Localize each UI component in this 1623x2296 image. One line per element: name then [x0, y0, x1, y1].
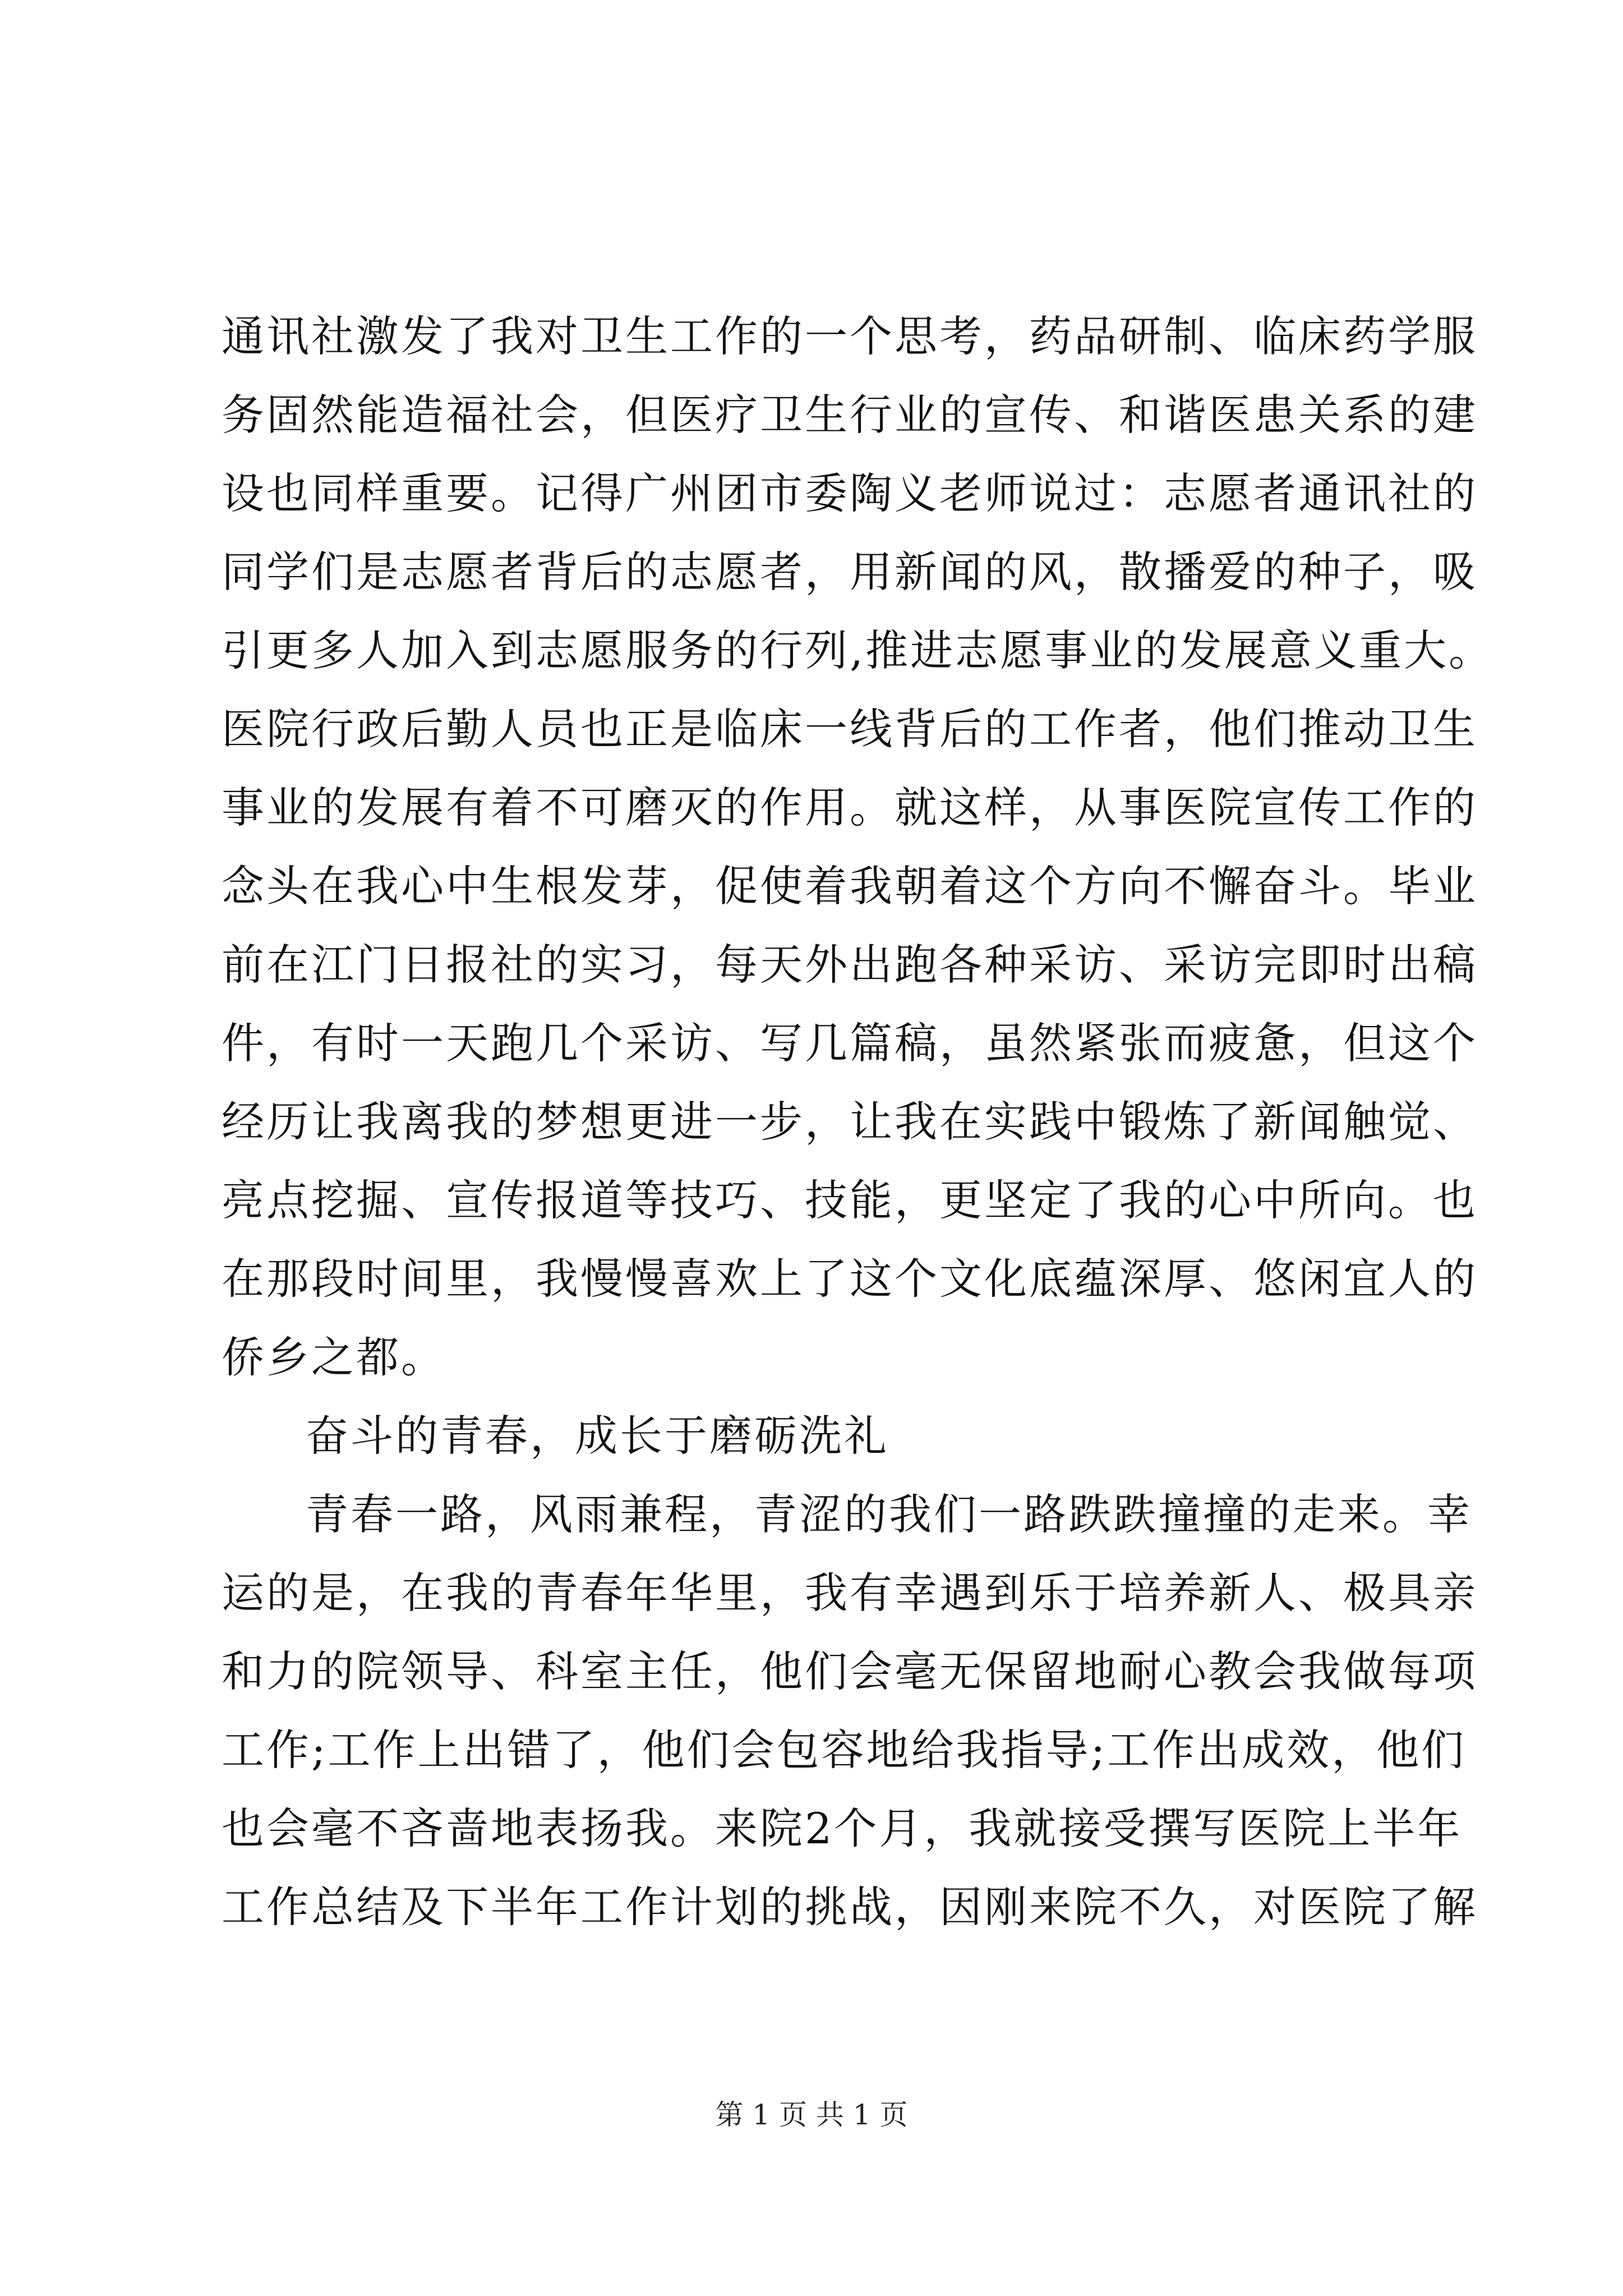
text-line: 务固然能造福社会，但医疗卫生行业的宣传、和谐医患关系的建 — [222, 390, 1478, 440]
text-line: 在那段时间里，我慢慢喜欢上了这个文化底蕴深厚、悠闲宜人的 — [222, 1254, 1478, 1304]
text-line: 工作;工作上出错了，他们会包容地给我指导;工作出成效，他们 — [222, 1725, 1467, 1775]
text-line: 经历让我离我的梦想更进一步，让我在实践中锻炼了新闻触觉、 — [222, 1097, 1478, 1147]
text-line: 引更多人加入到志愿服务的行列,推进志愿事业的发展意义重大。 — [222, 625, 1494, 675]
text-line: 件，有时一天跑几个采访、写几篇稿，虽然紧张而疲惫，但这个 — [222, 1018, 1478, 1068]
text-line: 事业的发展有着不可磨灭的作用。就这样，从事医院宣传工作的 — [222, 783, 1478, 832]
text-line: 同学们是志愿者背后的志愿者，用新闻的风，散播爱的种子，吸 — [222, 547, 1478, 597]
text-line: 侨乡之都。 — [222, 1332, 446, 1382]
text-line: 和力的院领导、科室主任，他们会毫无保留地耐心教会我做每项 — [222, 1646, 1478, 1696]
text-line: 前在江门日报社的实习，每天外出跑各种采访、采访完即时出稿 — [222, 940, 1478, 990]
text-line: 通讯社激发了我对卫生工作的一个思考，药品研制、临床药学服 — [222, 311, 1478, 361]
section-heading: 奋斗的青春，成长于磨砺洗礼 — [306, 1411, 889, 1461]
page-number-footer: 第 1 页 共 1 页 — [715, 2099, 908, 2131]
text-line: 医院行政后勤人员也正是临床一线背后的工作者，他们推动卫生 — [222, 704, 1478, 754]
text-line: 工作总结及下半年工作计划的挑战，因刚来院不久，对医院了解 — [222, 1882, 1478, 1932]
text-line: 念头在我心中生根发芽，促使着我朝着这个方向不懈奋斗。毕业 — [222, 861, 1478, 911]
text-line: 设也同样重要。记得广州团市委陶义老师说过：志愿者通讯社的 — [222, 468, 1478, 518]
text-line: 运的是，在我的青春年华里，我有幸遇到乐于培养新人、极具亲 — [222, 1568, 1478, 1618]
text-line: 也会毫不吝啬地表扬我。来院2个月，我就接受撰写医院上半年 — [222, 1803, 1463, 1853]
essay-body — [222, 297, 1494, 1947]
paragraph-first-line: 青春一路，风雨兼程，青涩的我们一路跌跌撞撞的走来。幸 — [306, 1489, 1472, 1539]
text-line: 亮点挖掘、宣传报道等技巧、技能，更坚定了我的心中所向。也 — [222, 1175, 1478, 1225]
